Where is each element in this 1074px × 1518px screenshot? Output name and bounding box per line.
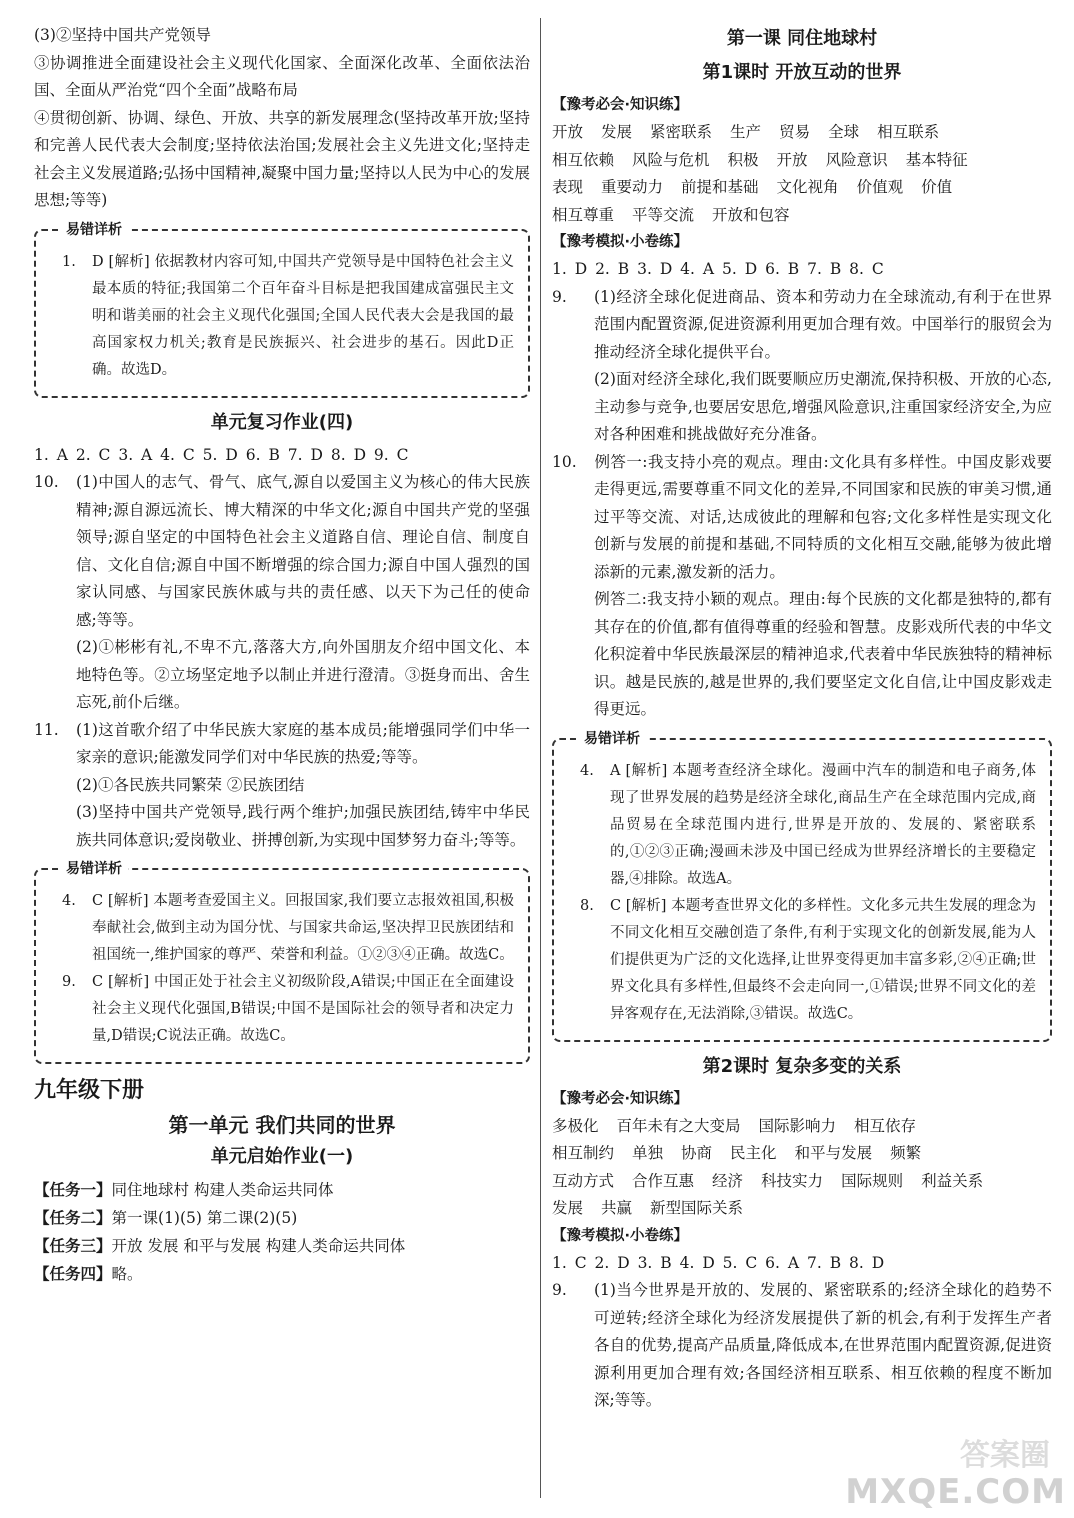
keyword: 开放 (776, 150, 808, 169)
keyword-row (552, 1140, 1052, 1168)
keyword: 前提和基础 (681, 178, 759, 196)
answer-paragraph (552, 449, 1052, 587)
analysis-item (580, 758, 1036, 893)
keyword: 国际影响力 (758, 1116, 837, 1135)
question-11 (34, 717, 530, 855)
keyword: 合作互惠 (632, 1171, 695, 1190)
keyword-row (552, 1195, 1052, 1223)
task-item (34, 1204, 530, 1232)
keyword: 文化视角 (776, 178, 839, 196)
answer-paragraph (552, 366, 1052, 449)
question-9-period-1 (552, 284, 1052, 449)
keyword: 单独 (632, 1144, 664, 1162)
task-text: 开放 发展 和平与发展 构建人类命运共同体 (111, 1237, 406, 1255)
lesson-title: 第一课 同住地球村 (726, 28, 878, 49)
task-text: 略。 (111, 1265, 143, 1283)
task-label: 【任务三】 (34, 1237, 112, 1255)
answer-line: ④贯彻创新、协调、绿色、开放、共享的新发展理念(坚持改革开放;坚持和完善人民代表大会制度;坚持依法治国;发展社会主义先进文化;坚持走社会主义发展道路;弘扬中国精神,凝聚中国力量;坚持以人民为中心的发展思想;等等) (34, 108, 530, 209)
unit-start-homework-title: 单元启始作业(一) (210, 1146, 354, 1167)
item-text: C [解析] 本题考查世界文化的多样性。文化多元共生发展的理念为不同文化相互交融创造了条件,有利于实现文化的创新发展,能为人们提供更为广泛的文化选择,让世界变得更加丰富多彩,②④正确;世界文化具有多样性,但最终不会走向同一,①错误;世界不同文化的差异客观存在,无法消除,③错误。故选C。 (610, 897, 1036, 1022)
item-number: 8. (580, 897, 594, 914)
task-text: 同住地球村 构建人类命运共同体 (111, 1181, 334, 1199)
keyword: 积极 (727, 150, 759, 169)
keyword: 相互制约 (552, 1144, 615, 1162)
item-number: 10. (34, 473, 59, 491)
task-item (34, 1260, 530, 1288)
item-number: 1. (62, 253, 76, 270)
keyword: 平等交流 (632, 205, 695, 224)
item-number: 9. (552, 287, 567, 306)
keyword: 生产 (730, 123, 762, 141)
answer-paragraph (34, 717, 530, 772)
review-homework-title: 单元复习作业(四) (210, 411, 354, 433)
right-column (552, 0, 1052, 1415)
keyword: 发展 (601, 123, 633, 141)
keyword: 相互依存 (854, 1116, 917, 1135)
unit-title: 第一单元 我们共同的世界 (168, 1113, 396, 1137)
answer-paragraph (552, 284, 1052, 367)
task-label: 【任务四】 (34, 1265, 112, 1283)
answer-paragraph (552, 586, 1052, 724)
keyword-row (552, 202, 1052, 230)
task-item (34, 1176, 530, 1204)
keyword: 多极化 (552, 1116, 599, 1135)
item-number: 11. (34, 720, 59, 739)
watermark-logo: 答案圈 (960, 1438, 1050, 1473)
item-number: 9. (62, 974, 76, 990)
answer-paragraph (34, 799, 530, 854)
keyword-row (552, 147, 1052, 175)
keyword-row (552, 1113, 1052, 1141)
item-text: C [解析] 本题考查爱国主义。回报国家,我们要立志报效祖国,积极奉献社会,做到主动为国分忧、与国家共命运,坚决捍卫民族团结和祖国统一,维护国家的尊严、荣誉和利益。①②③④正确。故选C。 (92, 893, 514, 963)
keyword: 和平与发展 (794, 1144, 873, 1162)
item-text: (3)坚持中国共产党领导,践行两个维护;加强民族团结,铸牢中华民族共同体意识;爱岗敬业、拼搏创新,为实现中国梦努力奋斗;等等。 (76, 803, 530, 849)
item-text: D [解析] 依据教材内容可知,中国共产党领导是中国特色社会主义最本质的特征;我国第二个百年奋斗目标是把我国建成富强民主文明和谐美丽的社会主义现代化强国;全国人民代表大会是我国的最高国家权力机关;教育是民族振兴、社会进步的基石。因此D正确。故选D。 (92, 253, 514, 378)
question-10 (34, 469, 530, 717)
mock-practice-tag: 【豫考模拟·小卷练】 (552, 234, 689, 250)
answer-paragraph (34, 634, 530, 717)
question-9-period-2 (552, 1277, 1052, 1415)
left-top-answers (34, 22, 530, 215)
period-2-title: 第2课时 复杂多变的关系 (702, 1055, 902, 1077)
keyword-row (552, 174, 1052, 202)
answer-paragraph (34, 469, 530, 634)
answer-line: (3)②坚持中国共产党领导 (34, 26, 211, 44)
item-text: 例答二:我支持小颖的观点。理由:每个民族的文化都是独特的,都有其存在的价值,都有值得尊重的经验和智慧。皮影戏所代表的中华文化积淀着中华民族最深层的精神追求,代表着中华民族独特的精神标识。越是民族的,越是世界的,我们要坚定文化自信,让中国皮影戏走得更远。 (594, 590, 1052, 718)
keyword: 相互联系 (877, 123, 940, 141)
answer-paragraph (34, 772, 530, 800)
keywords-2 (552, 1113, 1052, 1223)
keyword: 互动方式 (552, 1171, 615, 1190)
keyword: 民主化 (730, 1144, 777, 1162)
keyword: 新型国际关系 (650, 1199, 744, 1217)
keyword: 相互尊重 (552, 205, 615, 224)
task-text: 第一课(1)(5) 第二课(2)(5) (111, 1209, 298, 1227)
keyword-row (552, 119, 1052, 147)
keyword: 协商 (681, 1144, 713, 1162)
item-number: 4. (580, 762, 594, 779)
error-analysis-label: 易错详析 (60, 219, 128, 239)
answer-paragraph (552, 1277, 1052, 1415)
item-text: (1)中国人的志气、骨气、底气,源自以爱国主义为核心的伟大民族精神;源自源远流长、博大精深的中华文化;源自中国共产党的坚强领导;源自坚定的中国特色社会主义道路自信、理论自信、制度自信、文化自信;源自中国不断增强的综合国力;源自中国人强烈的国家认同感、与国家民族休戚与共的责任感、以天下为己任的使命感;等等。 (76, 473, 530, 629)
analysis-item (62, 888, 514, 969)
knowledge-practice-tag-2: 【豫考必会·知识练】 (552, 1090, 689, 1107)
keyword: 经济 (712, 1171, 744, 1190)
keyword: 相互依赖 (552, 150, 615, 169)
item-text: (1)当今世界是开放的、发展的、紧密联系的;经济全球化的趋势不可逆转;经济全球化为经济发展提供了新的机会,有利于发挥生产者各自的优势,提高产品质量,降低成本,在世界范围内配置资源,促进资源利用更加合理有效;各国经济相互联系、相互依赖的程度不断加深;等等。 (594, 1281, 1052, 1409)
task-label: 【任务一】 (34, 1181, 112, 1199)
keyword: 风险意识 (825, 150, 888, 169)
item-text: (2)面对经济全球化,我们既要顺应历史潮流,保持积极、开放的心态,主动参与竞争,也要居安思危,增强风险意识,注重国家经济安全,为应对各种困难和挑战做好充分准备。 (594, 370, 1052, 443)
keyword: 风险与危机 (632, 150, 710, 169)
error-analysis-box-2 (34, 861, 530, 1064)
analysis-item (62, 969, 514, 1050)
keywords-1 (552, 119, 1052, 229)
keyword: 共赢 (601, 1199, 633, 1217)
left-column (34, 0, 530, 1288)
keyword: 表现 (552, 178, 584, 196)
item-text: (2)①各民族共同繁荣 ②民族团结 (76, 775, 305, 794)
item-number: 4. (62, 893, 76, 909)
mc-answers-2: 1. C 2. D 3. B 4. D 5. C 6. A 7. B 8. D (552, 1253, 885, 1272)
answer-line: ③协调推进全面建设社会主义现代化国家、全面深化改革、全面依法治国、全面从严治党“四个全面”战略布局 (34, 53, 530, 99)
keyword: 贸易 (779, 123, 811, 141)
keyword: 价值观 (856, 178, 904, 196)
keyword: 基本特征 (905, 150, 968, 169)
grade-title: 九年级下册 (34, 1078, 145, 1103)
task-item (34, 1232, 530, 1260)
mc-answers-1: 1. D 2. B 3. D 4. A 5. D 6. B 7. B 8. C (552, 260, 884, 278)
keyword: 科技实力 (761, 1171, 824, 1190)
item-text: (1)这首歌介绍了中华民族大家庭的基本成员;能增强同学们中华一家亲的意识;能激发同学们对中华民族的热爱;等等。 (76, 720, 530, 766)
keyword: 开放 (552, 123, 584, 141)
keyword: 重要动力 (601, 178, 664, 196)
analysis-item (62, 249, 514, 384)
keyword: 全球 (828, 123, 860, 141)
keyword: 频繁 (890, 1144, 922, 1162)
mock-practice-tag-2: 【豫考模拟·小卷练】 (552, 1227, 689, 1244)
mc-answers-review: 1. A 2. C 3. A 4. C 5. D 6. B 7. D 8. D 9. C (34, 445, 409, 464)
watermark-url: MXQE.COM (845, 1472, 1066, 1512)
keyword: 紧密联系 (650, 123, 713, 141)
keyword-row (552, 1168, 1052, 1196)
keyword: 利益关系 (921, 1171, 984, 1190)
item-number: 10. (552, 452, 577, 471)
item-text: (2)①彬彬有礼,不卑不亢,落落大方,向外国朋友介绍中国文化、本地特色等。②立场坚定地予以制止并进行澄清。③挺身而出、舍生忘死,前仆后继。 (76, 638, 530, 711)
knowledge-practice-tag: 【豫考必会·知识练】 (552, 97, 689, 113)
error-analysis-label: 易错详析 (60, 858, 128, 878)
question-10-period-1 (552, 449, 1052, 724)
item-number: 9. (552, 1281, 567, 1299)
error-analysis-box-3 (552, 730, 1052, 1042)
period-1-title: 第1课时 开放互动的世界 (702, 62, 902, 83)
analysis-item (580, 893, 1036, 1028)
keyword: 百年未有之大变局 (616, 1116, 741, 1135)
error-analysis-box-1 (34, 221, 530, 398)
item-text: C [解析] 中国正处于社会主义初级阶段,A错误;中国正在全面建设社会主义现代化强国,B错误;中国不是国际社会的领导者和决定力量,D错误;C说法正确。故选C。 (92, 974, 514, 1044)
keyword: 发展 (552, 1199, 584, 1217)
item-text: A [解析] 本题考查经济全球化。漫画中汽车的制造和电子商务,体现了世界发展的趋势是经济全球化,商品生产在全球范围内完成,商品贸易在全球范围内进行,世界是开放的、发展的、紧密联系的,①②③正确;漫画未涉及中国已经成为世界经济增长的主要稳定器,④排除。故选A。 (610, 762, 1036, 887)
keyword: 价值 (921, 178, 953, 196)
column-divider (540, 18, 541, 1498)
keyword: 国际规则 (841, 1171, 904, 1190)
error-analysis-label: 易错详析 (578, 728, 646, 748)
task-list (34, 1176, 530, 1288)
item-text: (1)经济全球化促进商品、资本和劳动力在全球流动,有利于在世界范围内配置资源,促进资源利用更加合理有效。中国举行的服贸会为推动经济全球化提供平台。 (594, 287, 1052, 361)
keyword: 开放和包容 (712, 205, 790, 224)
item-text: 例答一:我支持小亮的观点。理由:文化具有多样性。中国皮影戏要走得更远,需要尊重不同文化的差异,不同国家和民族的审美习惯,通过平等交流、对话,达成彼此的理解和包容;文化多样性是实现文化创新与发展的前提和基础,不同特质的文化相互交融,能够为彼此增添新的元素,激发新的活力。 (594, 452, 1052, 581)
task-label: 【任务二】 (34, 1209, 112, 1227)
